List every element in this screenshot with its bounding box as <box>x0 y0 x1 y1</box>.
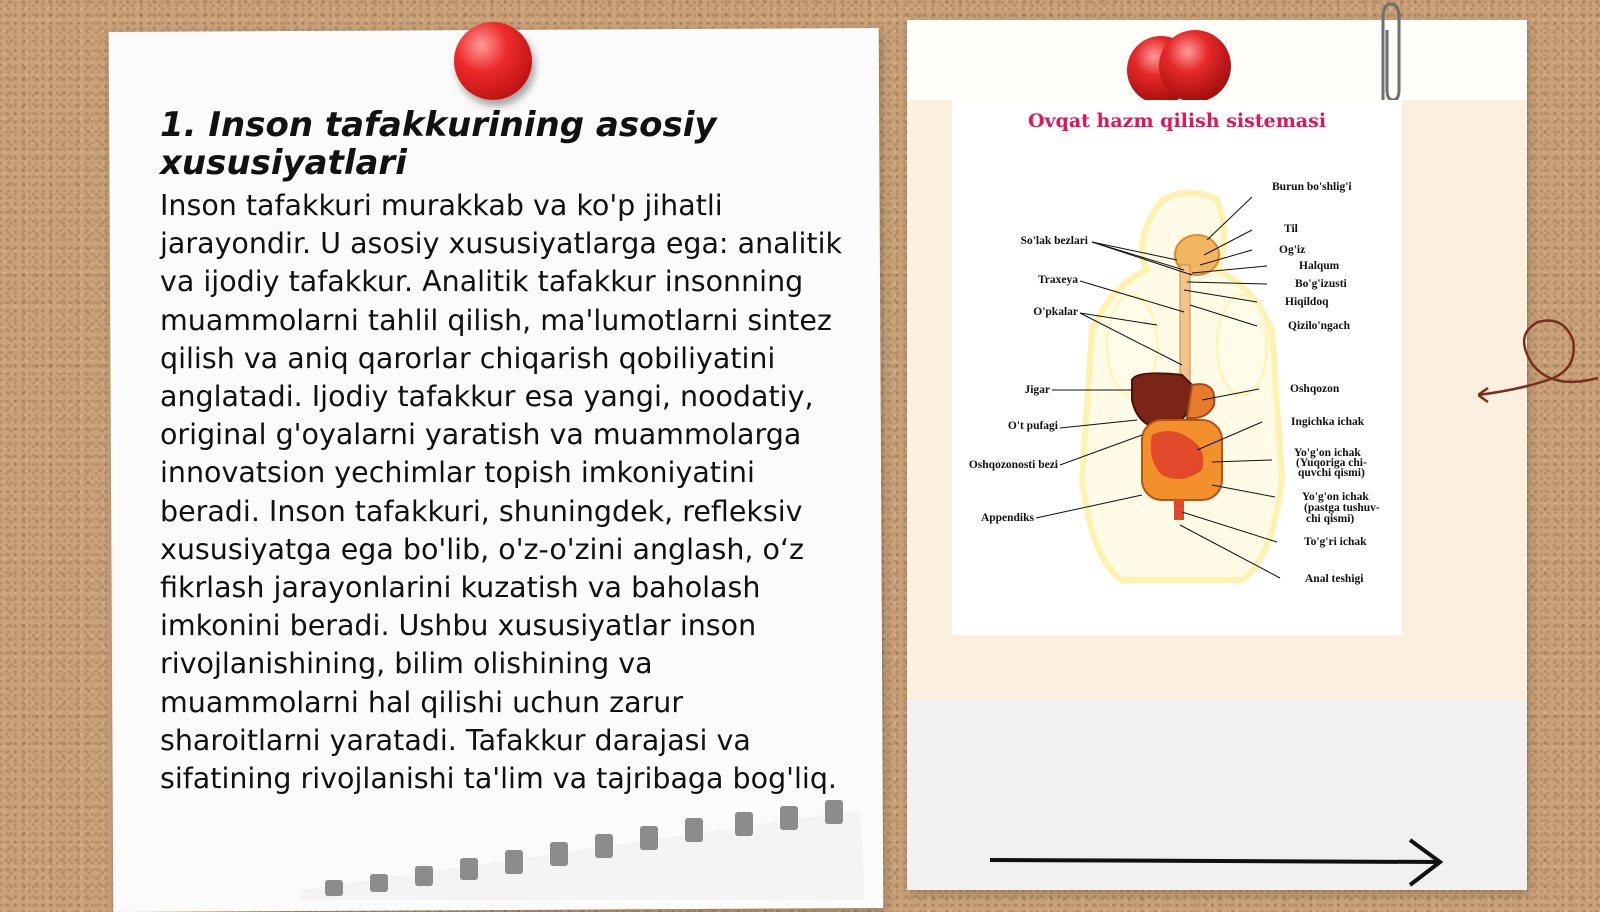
torn-paper-strip <box>300 800 870 900</box>
label-jigar: Jigar <box>1024 384 1050 396</box>
section-body-text: Inson tafakkuri murakkab va ko'p jihatli jarayondir. U asosiy xususiyatlarga ega: analitik va ijodiy tafakkur. Analitik tafakkur insonning muammolarni tahlil qilish, ma'lumotlarni sintez qilish va aniq qarorlar chiqarish qobiliyatini anglatadi. Ijodiy tafakkur esa yangi, noodatiy, original g'oyalarni yaratish va muammolarga innovatsion yechimlar topish imkoniyatini beradi. Inson tafakkuri, shuningdek, refleksiv xususiyatga ega bo'lib, o'z-o'zini anglash, oʻz fikrlash jarayonlarini kuzatish va baholash imkonini beradi. Ushbu xususiyatlar inson rivojlanishining, bilim olishining va muammolarni hal qilishi uchun zarur sharoitlarni yaratadi. Tafakkur darajasi va sifatining rivojlanishi ta'lim va tajribaga bog'liq. <box>160 189 843 796</box>
label-halqum: Halqum <box>1299 260 1340 272</box>
label-appendiks: Appendiks <box>980 512 1034 524</box>
label-traxeya: Traxeya <box>1037 274 1078 286</box>
label-yogon-ichak-yuqoriga-sub1: (Yuqoriga chi- <box>1296 457 1367 469</box>
label-qizilongach: Qizilo'ngach <box>1288 320 1350 332</box>
label-oshqozonosti-bezi: Oshqozonosti bezi <box>968 459 1058 471</box>
section-title: 1. Inson tafakkurining asosiy xususiyatlari <box>160 105 717 183</box>
label-yogon-ichak-yuqoriga-sub2: quvchi qismi) <box>1298 467 1365 479</box>
label-bogizusti: Bo'g'izusti <box>1295 278 1347 290</box>
label-yogon-ichak-pastga: Yo'g'on ichak <box>1302 491 1369 503</box>
label-ogiz: Og'iz <box>1279 244 1306 256</box>
label-opkalar: O'pkalar <box>1033 306 1078 318</box>
arrow-right-icon <box>985 835 1445 895</box>
label-solak-bezlari: So'lak bezlari <box>1020 235 1088 247</box>
red-pushpin-icon <box>1125 30 1233 100</box>
label-oshqozon: Oshqozon <box>1290 383 1340 395</box>
label-burun-boshligi: Burun bo'shlig'i <box>1272 181 1352 193</box>
label-togri-ichak: To'g'ri ichak <box>1304 536 1367 548</box>
label-ot-pufagi: O't pufagi <box>1007 420 1058 432</box>
label-yogon-ichak-pastga-sub2: chi qismi) <box>1306 513 1355 525</box>
label-yogon-ichak-pastga-sub1: (pastga tushuv- <box>1304 502 1380 514</box>
red-pushpin-icon <box>454 22 532 100</box>
string-doodle-icon <box>1478 310 1598 410</box>
digestive-system-diagram <box>952 100 1402 635</box>
diagram-title: Ovqat hazm qilish sistemasi <box>1027 110 1327 132</box>
label-hiqildoq: Hiqildoq <box>1285 296 1329 308</box>
label-anal-teshigi: Anal teshigi <box>1305 573 1364 585</box>
label-yogon-ichak-yuqoriga: Yo'g'on ichak <box>1294 447 1361 459</box>
label-til: Til <box>1284 223 1298 235</box>
label-ingichka-ichak: Ingichka ichak <box>1291 416 1365 428</box>
